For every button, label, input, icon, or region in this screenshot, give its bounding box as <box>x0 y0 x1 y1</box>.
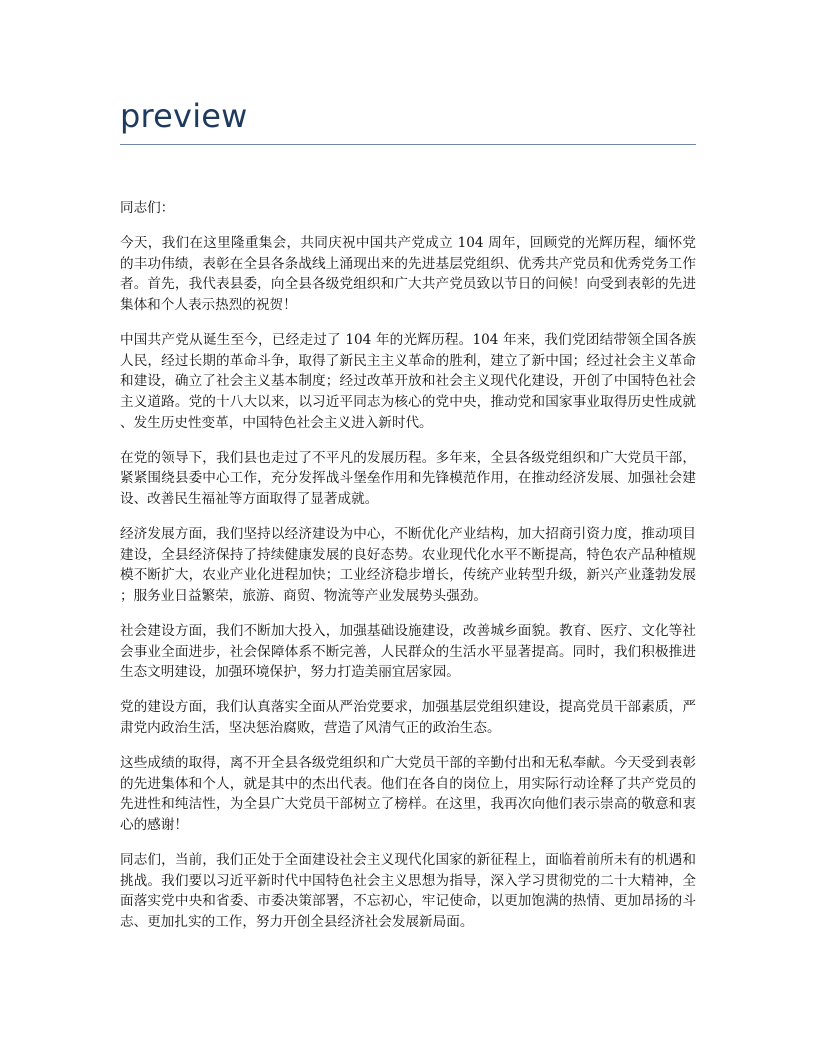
paragraph-2: 中国共产党从诞生至今，已经走过了 104 年的光辉历程。104 年来，我们党团结带领全国各族人民，经过长期的革命斗争，取得了新民主主义革命的胜利，建立了新中国；经过社会主义革命和建设，确立了社会主义基本制度；经过改革开放和社会主义现代化建设，开创了中国特色社会主义道路。党的十八大以来，以习近平同志为核心的党中央，推动党和国家事业取得历史性成就、发生历史性变革，中国特色社会主义进入新时代。 <box>120 332 696 431</box>
paragraph-6: 党的建设方面，我们认真落实全面从严治党要求，加强基层党组织建设，提高党员干部素质，严肃党内政治生活，坚决惩治腐败，营造了风清气正的政治生态。 <box>120 699 696 737</box>
paragraph-1: 今天，我们在这里隆重集会，共同庆祝中国共产党成立 104 周年，回顾党的光辉历程，缅怀党的丰功伟绩，表彰在全县各条战线上涌现出来的先进基层党组织、优秀共产党员和优秀党务工作者。首先，我代表县委，向全县各级党组织和广大共产党员致以节日的问候！向受到表彰的先进集体和个人表示热烈的祝贺！ <box>120 235 696 313</box>
salutation: 同志们： <box>120 200 175 216</box>
document-title: preview <box>120 97 248 135</box>
title-underline <box>120 144 696 145</box>
paragraph-8: 同志们，当前，我们正处于全面建设社会主义现代化国家的新征程上，面临着前所未有的机遇和挑战。我们要以习近平新时代中国特色社会主义思想为指导，深入学习贯彻党的二十大精神，全面落实党中央和省委、市委决策部署，不忘初心，牢记使命，以更加饱满的热情、更加昂扬的斗志、更加扎实的工作，努力开创全县经济社会发展新局面。 <box>120 852 696 930</box>
paragraph-5: 社会建设方面，我们不断加大投入，加强基础设施建设，改善城乡面貌。教育、医疗、文化等社会事业全面进步，社会保障体系不断完善，人民群众的生活水平显著提高。同时，我们积极推进生态文明建设，加强环境保护，努力打造美丽宜居家园。 <box>120 623 696 681</box>
document-body <box>120 198 696 947</box>
paragraph-4: 经济发展方面，我们坚持以经济建设为中心，不断优化产业结构，加大招商引资力度，推动项目建设，全县经济保持了持续健康发展的良好态势。农业现代化水平不断提高，特色农产品种植规模不断扩大，农业产业化进程加快；工业经济稳步增长，传统产业转型升级，新兴产业蓬勃发展；服务业日益繁荣，旅游、商贸、物流等产业发展势头强劲。 <box>120 526 696 604</box>
paragraph-3: 在党的领导下，我们县也走过了不平凡的发展历程。多年来，全县各级党组织和广大党员干部，紧紧围绕县委中心工作，充分发挥战斗堡垒作用和先锋模范作用，在推动经济发展、加强社会建设、改善民生福祉等方面取得了显著成就。 <box>120 449 696 507</box>
paragraph-7: 这些成绩的取得，离不开全县各级党组织和广大党员干部的辛勤付出和无私奉献。今天受到表彰的先进集体和个人，就是其中的杰出代表。他们在各自的岗位上，用实际行动诠释了共产党员的先进性和纯洁性，为全县广大党员干部树立了榜样。在这里，我再次向他们表示崇高的敬意和衷心的感谢！ <box>120 755 696 833</box>
